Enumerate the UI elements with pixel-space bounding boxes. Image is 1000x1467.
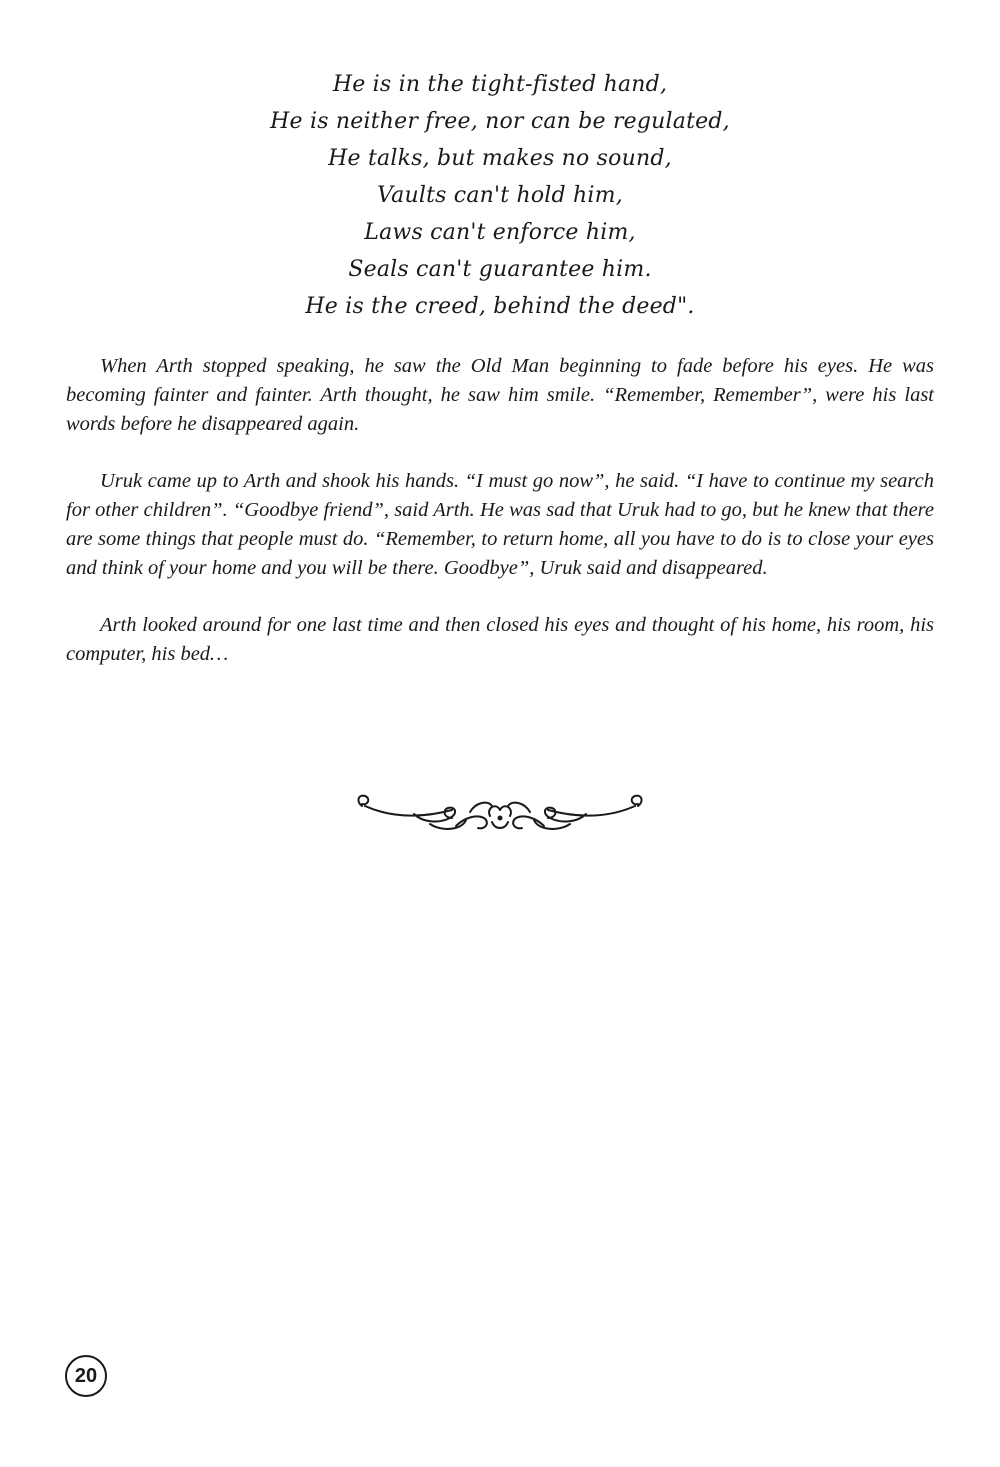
poem-line: Seals can't guarantee him. <box>348 257 652 282</box>
paragraph: When Arth stopped speaking, he saw the Old Man beginning to fade before his eyes. He was becoming fainter and fainter. Arth thought, he saw him smile. “Remember, Remember”, were his last words before he disappeared again. <box>66 355 934 435</box>
poem-line: Vaults can't hold him, <box>377 183 623 208</box>
paragraph: Uruk came up to Arth and shook his hands. “I must go now”, he said. “I have to continue my search for other children”. “Goodbye friend”, said Arth. He was sad that Uruk had to go, but he knew that there are some things that people must do. “Remember, to return home, all you have to do is to close your eyes and think of your home and you will be there. Goodbye”, Uruk said and disappeared. <box>66 470 934 579</box>
page-number: 20 <box>74 1364 98 1387</box>
poem-line: He talks, but makes no sound, <box>328 146 672 171</box>
page-number-badge <box>65 1355 107 1397</box>
poem-line: He is in the tight-fisted hand, <box>332 72 668 97</box>
poem-line: He is the creed, behind the deed". <box>305 294 695 319</box>
story-text <box>66 352 934 697</box>
poem-line: He is neither free, nor can be regulated, <box>270 109 730 134</box>
paragraph: Arth looked around for one last time and then closed his eyes and thought of his home, his room, his computer, his bed… <box>66 614 934 665</box>
flourish-divider-icon <box>352 788 648 838</box>
poem-line: Laws can't enforce him, <box>364 220 636 245</box>
poem-verse <box>0 66 1000 325</box>
